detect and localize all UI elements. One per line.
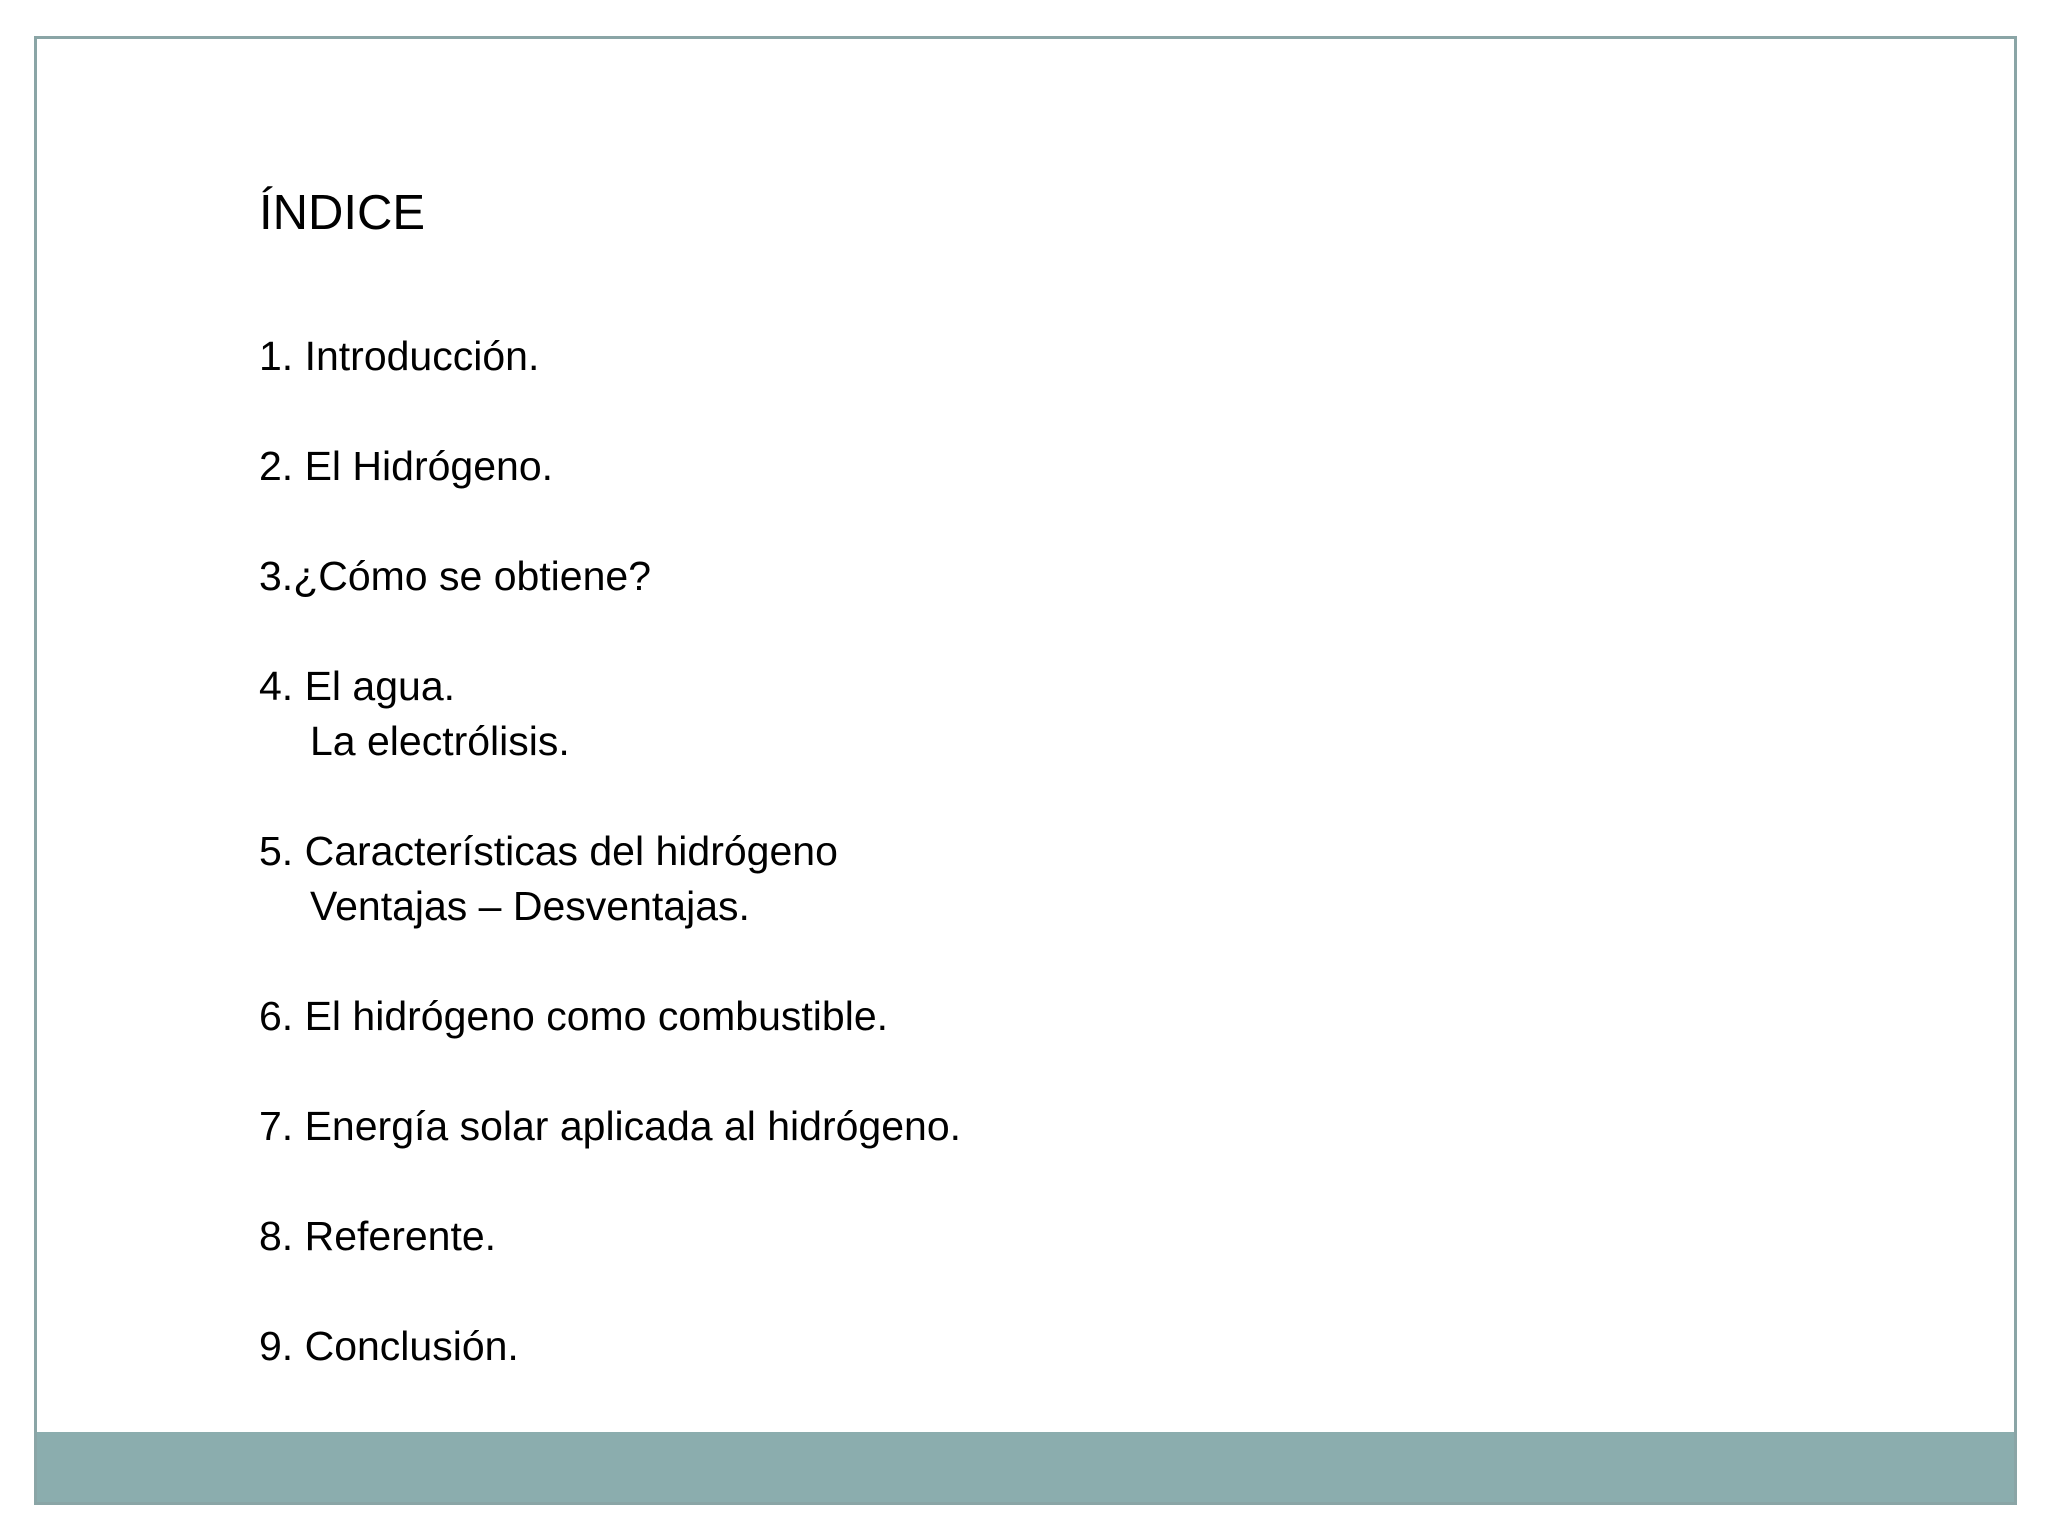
table-of-contents (259, 329, 961, 1429)
footer-band (37, 1432, 2014, 1502)
toc-item-2 (259, 439, 961, 494)
toc-item-6 (259, 989, 961, 1044)
toc-item-text: 9. Conclusión. (259, 1323, 519, 1369)
toc-item-text: 7. Energía solar aplicada al hidrógeno. (259, 1103, 962, 1149)
toc-item-8 (259, 1209, 961, 1264)
toc-item-subtext: Ventajas – Desventajas. (310, 883, 750, 929)
toc-item-text: 5. Características del hidrógeno (259, 828, 838, 874)
toc-item-text: 4. El agua. (259, 663, 456, 709)
toc-item-text: 8. Referente. (259, 1213, 497, 1259)
toc-item-9 (259, 1319, 961, 1374)
toc-item-7 (259, 1099, 961, 1154)
toc-item-text: 6. El hidrógeno como combustible. (259, 993, 889, 1039)
toc-item-subtext: La electrólisis. (310, 718, 570, 764)
toc-item-4 (259, 659, 961, 769)
toc-item-text: 2. El Hidrógeno. (259, 443, 554, 489)
toc-item-text: 1. Introducción. (259, 333, 540, 379)
slide (34, 36, 2017, 1505)
slide-title: ÍNDICE (259, 186, 426, 240)
toc-item-text: 3.¿Cómo se obtiene? (259, 553, 652, 599)
toc-item-5 (259, 824, 961, 934)
toc-item-3 (259, 549, 961, 604)
toc-item-1 (259, 329, 961, 384)
